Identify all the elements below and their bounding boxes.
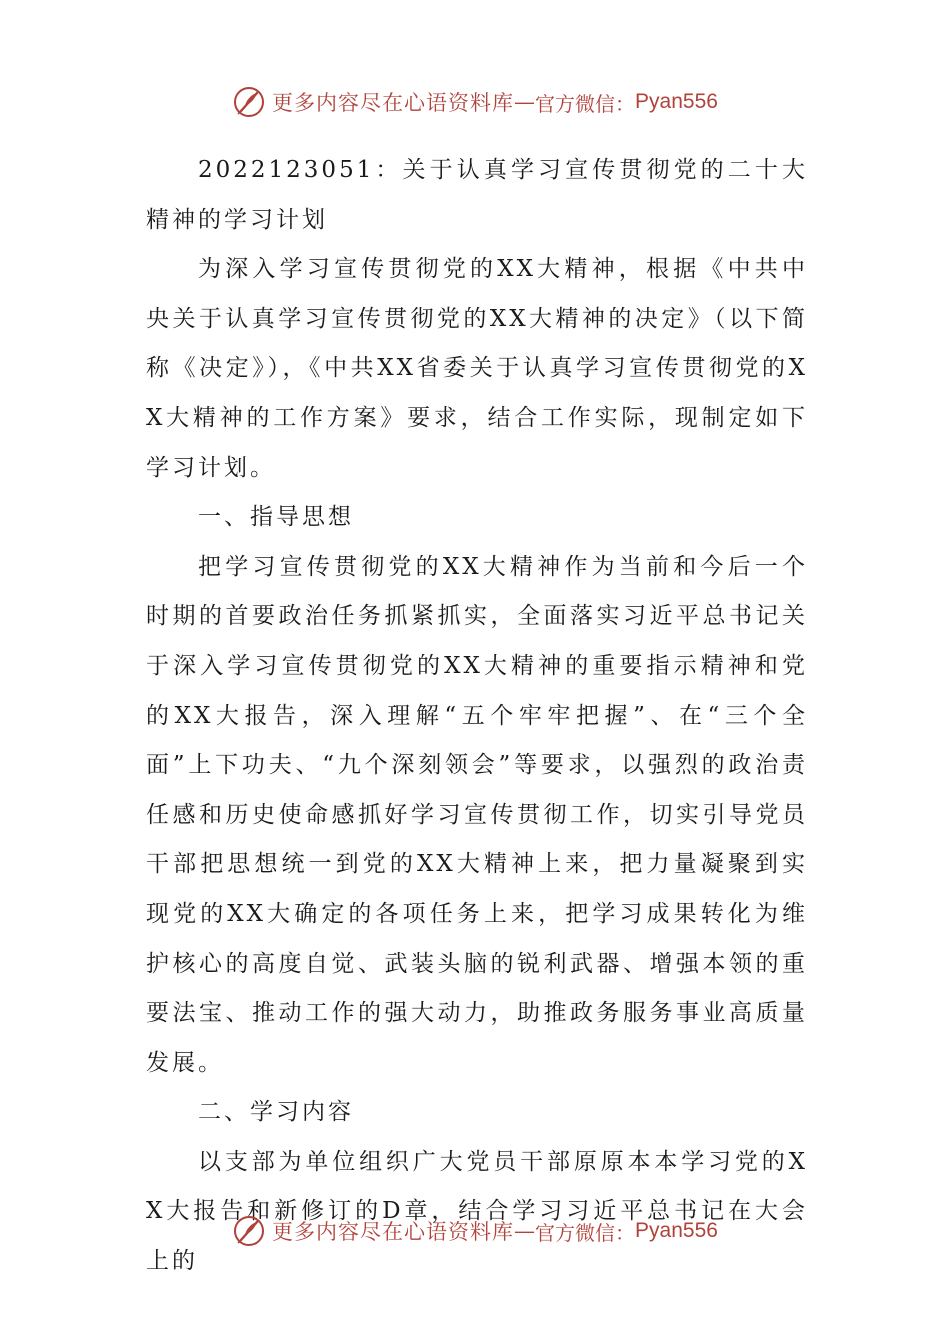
banner-official-label: 官方微信： <box>535 91 636 116</box>
section-heading-guiding-ideology: 一、指导思想 <box>198 504 354 531</box>
banner-dash: — <box>514 90 536 114</box>
header-watermark-banner <box>0 82 950 122</box>
banner-wechat-id: Pyan556 <box>635 90 718 113</box>
section-body-guiding-ideology: 把学习宣传贯彻党的XX大精神作为当前和今后一个时期的首要政治任务抓紧抓实，全面落实习近平总书记关于深入学习宣传贯彻党的XX大精神的重要指示精神和党的XX大报告，深入理解“五个牢牢把握”、在“三个全面”上下功夫、“九个深刻领会”等要求，以强烈的政治责任感和历史使命感抓好学习宣传贯彻工作，切实引导党员干部把思想统一到党的XX大精神上来，把力量凝聚到实现党的XX大确定的各项任务上来，把学习成果转化为维护核心的高度自觉、武装头脑的锐利武器、增强本领的重要法宝、推动工作的强大动力，助推政务服务事业高质量发展。 <box>146 553 808 1076</box>
quill-pen-circle-icon <box>232 1214 266 1248</box>
document-title: 2022123051：关于认真学习宣传贯彻党的二十大精神的学习计划 <box>146 157 808 233</box>
section-body-study-content: 以支部为单位组织广大党员干部原原本本学习党的XX大报告和新修订的D章，结合学习习近平总书记在大会上的 <box>146 1148 808 1275</box>
quill-pen-circle-icon <box>232 85 266 119</box>
intro-paragraph: 为深入学习宣传贯彻党的XX大精神，根据《中共中央关于认真学习宣传贯彻党的XX大精神的决定》（以下简称《决定》），《中共XX省委关于认真学习宣传贯彻党的XX大精神的工作方案》要求，结合工作实际，现制定如下学习计划。 <box>146 256 808 481</box>
banner-brand-text: 更多内容尽在心语资料库 <box>272 91 515 115</box>
banner-wechat-id: Pyan556 <box>635 1219 718 1242</box>
document-body <box>146 146 808 1287</box>
banner-dash: — <box>514 1219 536 1243</box>
banner-brand-text: 更多内容尽在心语资料库 <box>272 1220 515 1244</box>
footer-watermark-banner <box>0 1211 950 1251</box>
section-heading-study-content: 二、学习内容 <box>198 1099 354 1126</box>
banner-official-label: 官方微信： <box>535 1220 636 1245</box>
